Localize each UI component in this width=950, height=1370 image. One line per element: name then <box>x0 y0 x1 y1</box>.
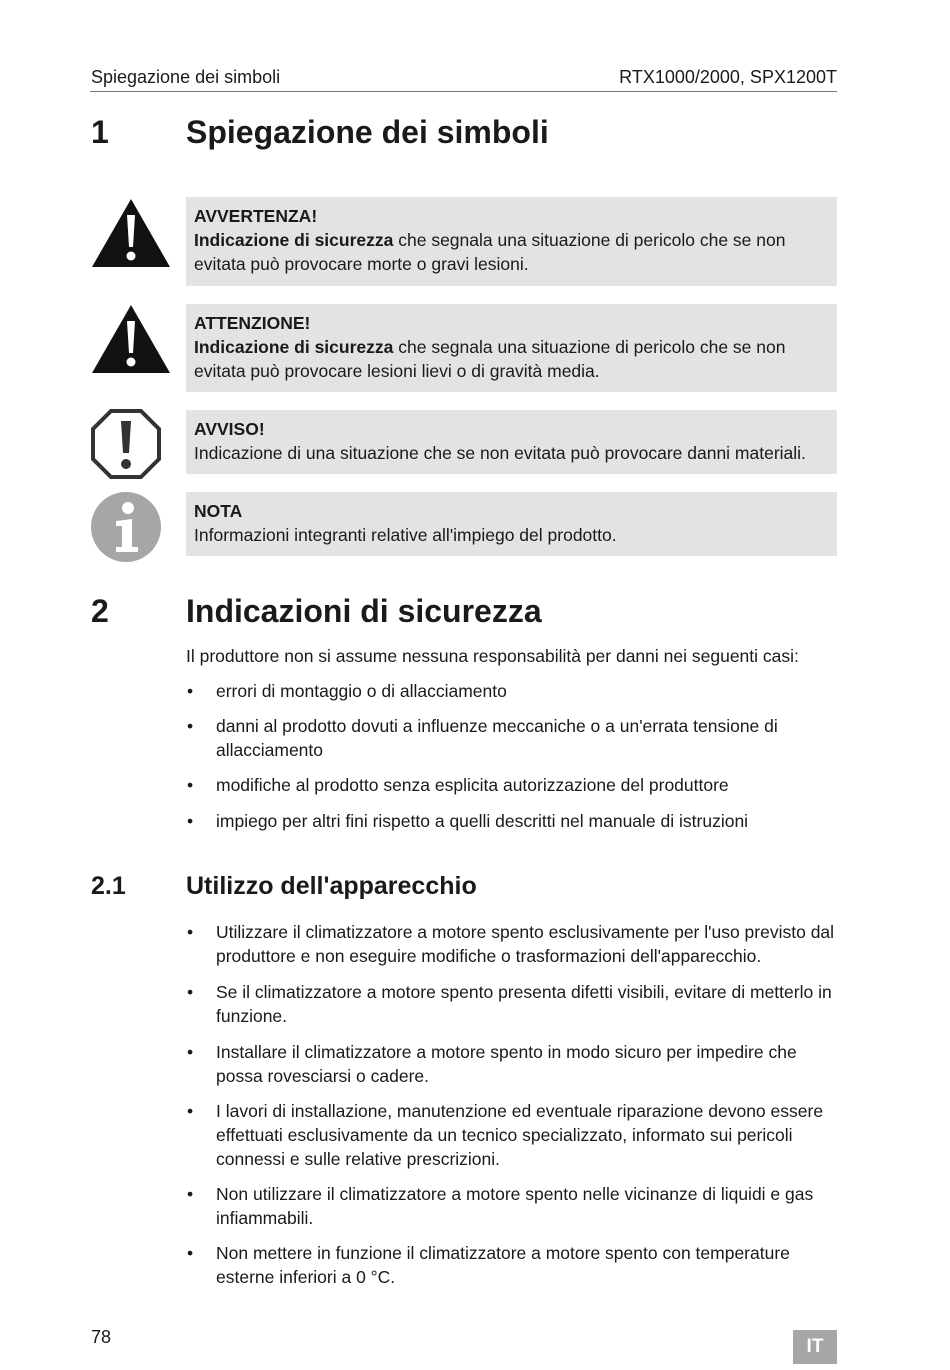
notice-nota-title: NOTA <box>194 501 243 521</box>
notice-caution-lead: Indicazione di sicurezza <box>194 337 394 357</box>
notice-avviso <box>186 410 837 474</box>
page-number: 78 <box>91 1327 112 1347</box>
notice-nota-text: Informazioni integranti relative all'impiego del prodotto. <box>194 525 617 545</box>
list-item: • impiego per altri fini rispetto a quelli descritti nel manuale di istruzioni <box>186 809 846 833</box>
list-item: • Se il climatizzatore a motore spento presenta difetti visibili, evitare di metterlo in funzione. <box>186 980 846 1028</box>
list-item: • Non mettere in funzione il climatizzatore a motore spento con temperature esterne inferiori a 0 °C. <box>186 1241 846 1289</box>
header-divider <box>90 91 837 92</box>
notice-caution <box>186 304 837 392</box>
caution-triangle-icon <box>90 303 172 380</box>
running-header-models: RTX1000/2000, SPX1200T <box>619 67 837 87</box>
section-2-list <box>186 679 846 833</box>
section-2-1-list <box>186 920 846 1289</box>
notice-caution-text: che segnala una situazione di pericolo che se non evitata può provocare lesioni lievi o di gravità media. <box>194 337 786 381</box>
notice-octagon-icon <box>90 408 162 485</box>
notice-warning <box>186 197 837 286</box>
warning-triangle-icon <box>90 197 172 274</box>
notice-warning-title: AVVERTENZA! <box>194 206 318 226</box>
running-header-section: Spiegazione dei simboli <box>91 67 281 87</box>
list-item: • danni al prodotto dovuti a influenze meccaniche o a un'errata tensione di allacciamento <box>186 714 846 762</box>
list-item: • Utilizzare il climatizzatore a motore spento esclusivamente per l'uso previsto dal produttore e non eseguire modifiche o trasformazioni dell'apparecchio. <box>186 920 846 968</box>
notice-nota <box>186 492 837 556</box>
section-2-intro: Il produttore non si assume nessuna responsabilità per danni nei seguenti casi: <box>186 646 799 666</box>
list-item: • Non utilizzare il climatizzatore a motore spento nelle vicinanze di liquidi e gas infiammabili. <box>186 1182 846 1230</box>
list-item: • Installare il climatizzatore a motore spento in modo sicuro per impedire che possa rovesciarsi o cadere. <box>186 1040 846 1088</box>
notice-warning-lead: Indicazione di sicurezza <box>194 230 394 250</box>
list-item: • modifiche al prodotto senza esplicita autorizzazione del produttore <box>186 773 846 797</box>
info-circle-icon <box>90 491 162 568</box>
section-2-1-title: Utilizzo dell'apparecchio <box>186 872 477 900</box>
language-badge: IT <box>793 1330 837 1364</box>
list-item: • I lavori di installazione, manutenzione ed eventuale riparazione devono essere effettuati esclusivamente da un tecnico specializzato, informato sui pericoli connessi e sulle relative prescrizioni. <box>186 1099 846 1171</box>
list-item: • errori di montaggio o di allacciamento <box>186 679 846 703</box>
notice-avviso-text: Indicazione di una situazione che se non evitata può provocare danni materiali. <box>194 443 806 463</box>
section-1-number: 1 <box>91 114 109 150</box>
section-2-number: 2 <box>91 593 109 629</box>
notice-avviso-title: AVVISO! <box>194 419 265 439</box>
notice-warning-text: che segnala una situazione di pericolo che se non evitata può provocare morte o gravi lesioni. <box>194 230 786 274</box>
section-2-1-number: 2.1 <box>91 872 126 900</box>
section-1-title: Spiegazione dei simboli <box>186 114 549 150</box>
notice-caution-title: ATTENZIONE! <box>194 313 311 333</box>
section-2-title: Indicazioni di sicurezza <box>186 593 542 629</box>
